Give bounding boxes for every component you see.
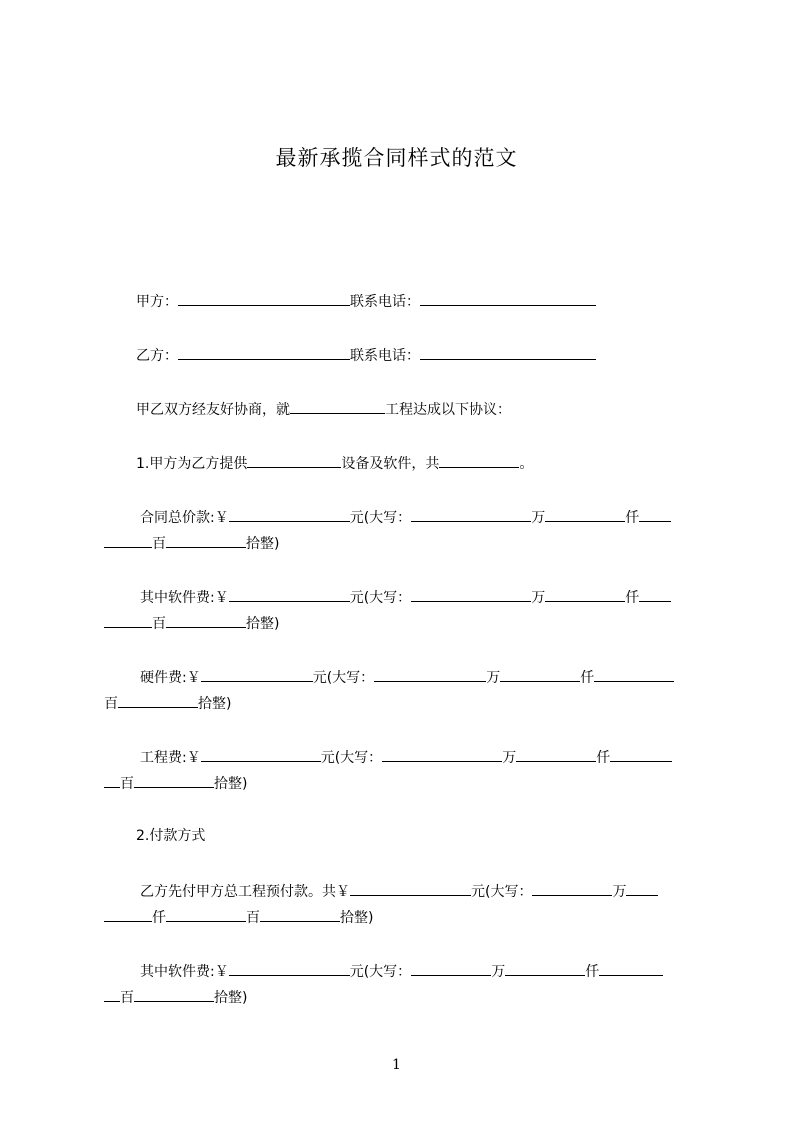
software2-bai-blank-b — [104, 986, 120, 1002]
total-price-line-2 — [104, 532, 279, 554]
party-b-line — [136, 344, 596, 366]
total-wan-blank — [411, 506, 531, 522]
engineering-bai-blank-b — [104, 772, 120, 788]
prepayment-line-2 — [104, 906, 373, 928]
software2-shi-zheng: 拾整) — [214, 990, 248, 1006]
total-qian: 仟 — [625, 510, 640, 526]
software-qian: 仟 — [625, 590, 640, 606]
party-b-blank — [178, 344, 350, 360]
engineering-qian-blank — [516, 746, 596, 762]
engineering-shi-zheng: 拾整) — [214, 776, 248, 792]
engineering-shi-blank — [134, 772, 214, 788]
software2-wan-blank — [411, 960, 491, 976]
software-yuan-daxie: 元(大写： — [349, 590, 412, 606]
project-name-blank — [290, 398, 385, 414]
item1-text-2: 设备及软件，共 — [341, 456, 440, 472]
prepayment-qian-blank-a — [626, 880, 658, 896]
total-bai-blank-a — [639, 506, 671, 522]
hardware-fee-label: 硬件费:￥ — [140, 670, 201, 686]
hardware-wan: 万 — [486, 670, 501, 686]
engineering-bai-blank-a — [610, 746, 672, 762]
prepayment-yuan-daxie: 元(大写： — [471, 884, 533, 900]
prepayment-bai-blank — [166, 906, 246, 922]
hardware-bai-blank — [594, 666, 674, 682]
software-shi-zheng: 拾整) — [246, 616, 280, 632]
page-number: 1 — [392, 1057, 401, 1073]
prepayment-wan: 万 — [612, 884, 627, 900]
engineering-fee-label: 工程费:￥ — [140, 750, 201, 766]
software2-bai-blank-a — [599, 960, 663, 976]
software2-yuan-daxie: 元(大写： — [349, 964, 412, 980]
party-a-blank — [178, 290, 350, 306]
document-title: 最新承揽合同样式的范文 — [275, 146, 518, 170]
software-wan: 万 — [531, 590, 546, 606]
hardware-bai: 百 — [104, 696, 118, 712]
total-bai-blank-b — [104, 532, 152, 548]
party-a-line — [136, 290, 596, 312]
hardware-fee-line-2 — [104, 692, 231, 714]
total-qian-blank — [545, 506, 625, 522]
party-a-label: 甲方： — [136, 294, 178, 310]
party-a-phone-blank — [420, 290, 596, 306]
engineering-wan: 万 — [502, 750, 517, 766]
hardware-qian: 仟 — [580, 670, 595, 686]
prepayment-shi-zheng: 拾整) — [340, 910, 374, 926]
total-price-label: 合同总价款:￥ — [140, 510, 229, 526]
total-yuan-daxie: 元(大写： — [349, 510, 412, 526]
hardware-amount-blank — [201, 666, 313, 682]
engineering-wan-blank — [382, 746, 502, 762]
software2-bai: 百 — [120, 990, 134, 1006]
prepayment-qian: 仟 — [152, 910, 166, 926]
software2-wan: 万 — [491, 964, 506, 980]
item1-line — [136, 452, 533, 474]
equipment-blank — [247, 452, 341, 468]
engineering-qian: 仟 — [596, 750, 611, 766]
total-price-line-1 — [140, 506, 671, 528]
item2-title: 2.付款方式 — [136, 828, 206, 844]
item1-text-3: 。 — [519, 456, 534, 472]
total-shi-blank — [166, 532, 246, 548]
software-shi-blank — [166, 612, 246, 628]
agreement-line — [136, 398, 511, 420]
total-amount-blank — [229, 506, 350, 522]
software-fee-line-1 — [140, 586, 671, 608]
prepayment-wan-blank — [532, 880, 612, 896]
agreement-text-1: 甲乙双方经友好协商，就 — [136, 402, 290, 418]
software-fee-line-2 — [104, 612, 279, 634]
software-wan-blank — [411, 586, 531, 602]
software-fee2-label: 其中软件费:￥ — [140, 964, 229, 980]
agreement-text-2: 工程达成以下协议： — [385, 402, 511, 418]
engineering-amount-blank — [201, 746, 321, 762]
hardware-yuan-daxie: 元(大写： — [312, 670, 375, 686]
hardware-wan-blank — [374, 666, 486, 682]
party-b-phone-blank — [420, 344, 596, 360]
prepayment-shi-blank — [260, 906, 340, 922]
hardware-shi-blank — [118, 692, 198, 708]
software-bai-blank-b — [104, 612, 152, 628]
party-a-phone-label: 联系电话： — [350, 294, 420, 310]
prepayment-amount-blank — [350, 880, 471, 896]
engineering-yuan-daxie: 元(大写： — [320, 750, 383, 766]
engineering-fee-line-2 — [104, 772, 247, 794]
prepayment-line-1 — [140, 880, 658, 902]
software2-shi-blank — [134, 986, 214, 1002]
engineering-bai: 百 — [120, 776, 134, 792]
software-qian-blank — [545, 586, 625, 602]
software2-qian-blank — [505, 960, 585, 976]
item1-text-1: 1.甲方为乙方提供 — [136, 456, 248, 472]
software-fee2-line-1 — [140, 960, 663, 982]
software2-amount-blank — [229, 960, 350, 976]
software-fee-label: 其中软件费:￥ — [140, 590, 229, 606]
total-bai: 百 — [152, 536, 166, 552]
software-bai-blank-a — [639, 586, 671, 602]
prepayment-label: 乙方先付甲方总工程预付款。共￥ — [140, 884, 350, 900]
hardware-qian-blank — [500, 666, 580, 682]
software2-qian: 仟 — [585, 964, 600, 980]
quantity-blank — [439, 452, 519, 468]
engineering-fee-line-1 — [140, 746, 672, 768]
prepayment-bai: 百 — [246, 910, 260, 926]
total-wan: 万 — [531, 510, 546, 526]
prepayment-qian-blank-b — [104, 906, 152, 922]
party-b-label: 乙方： — [136, 348, 178, 364]
software-fee2-line-2 — [104, 986, 247, 1008]
software-bai: 百 — [152, 616, 166, 632]
total-shi-zheng: 拾整) — [246, 536, 280, 552]
party-b-phone-label: 联系电话： — [350, 348, 420, 364]
hardware-fee-line-1 — [140, 666, 674, 688]
software-amount-blank — [229, 586, 350, 602]
hardware-shi-zheng: 拾整) — [198, 696, 232, 712]
